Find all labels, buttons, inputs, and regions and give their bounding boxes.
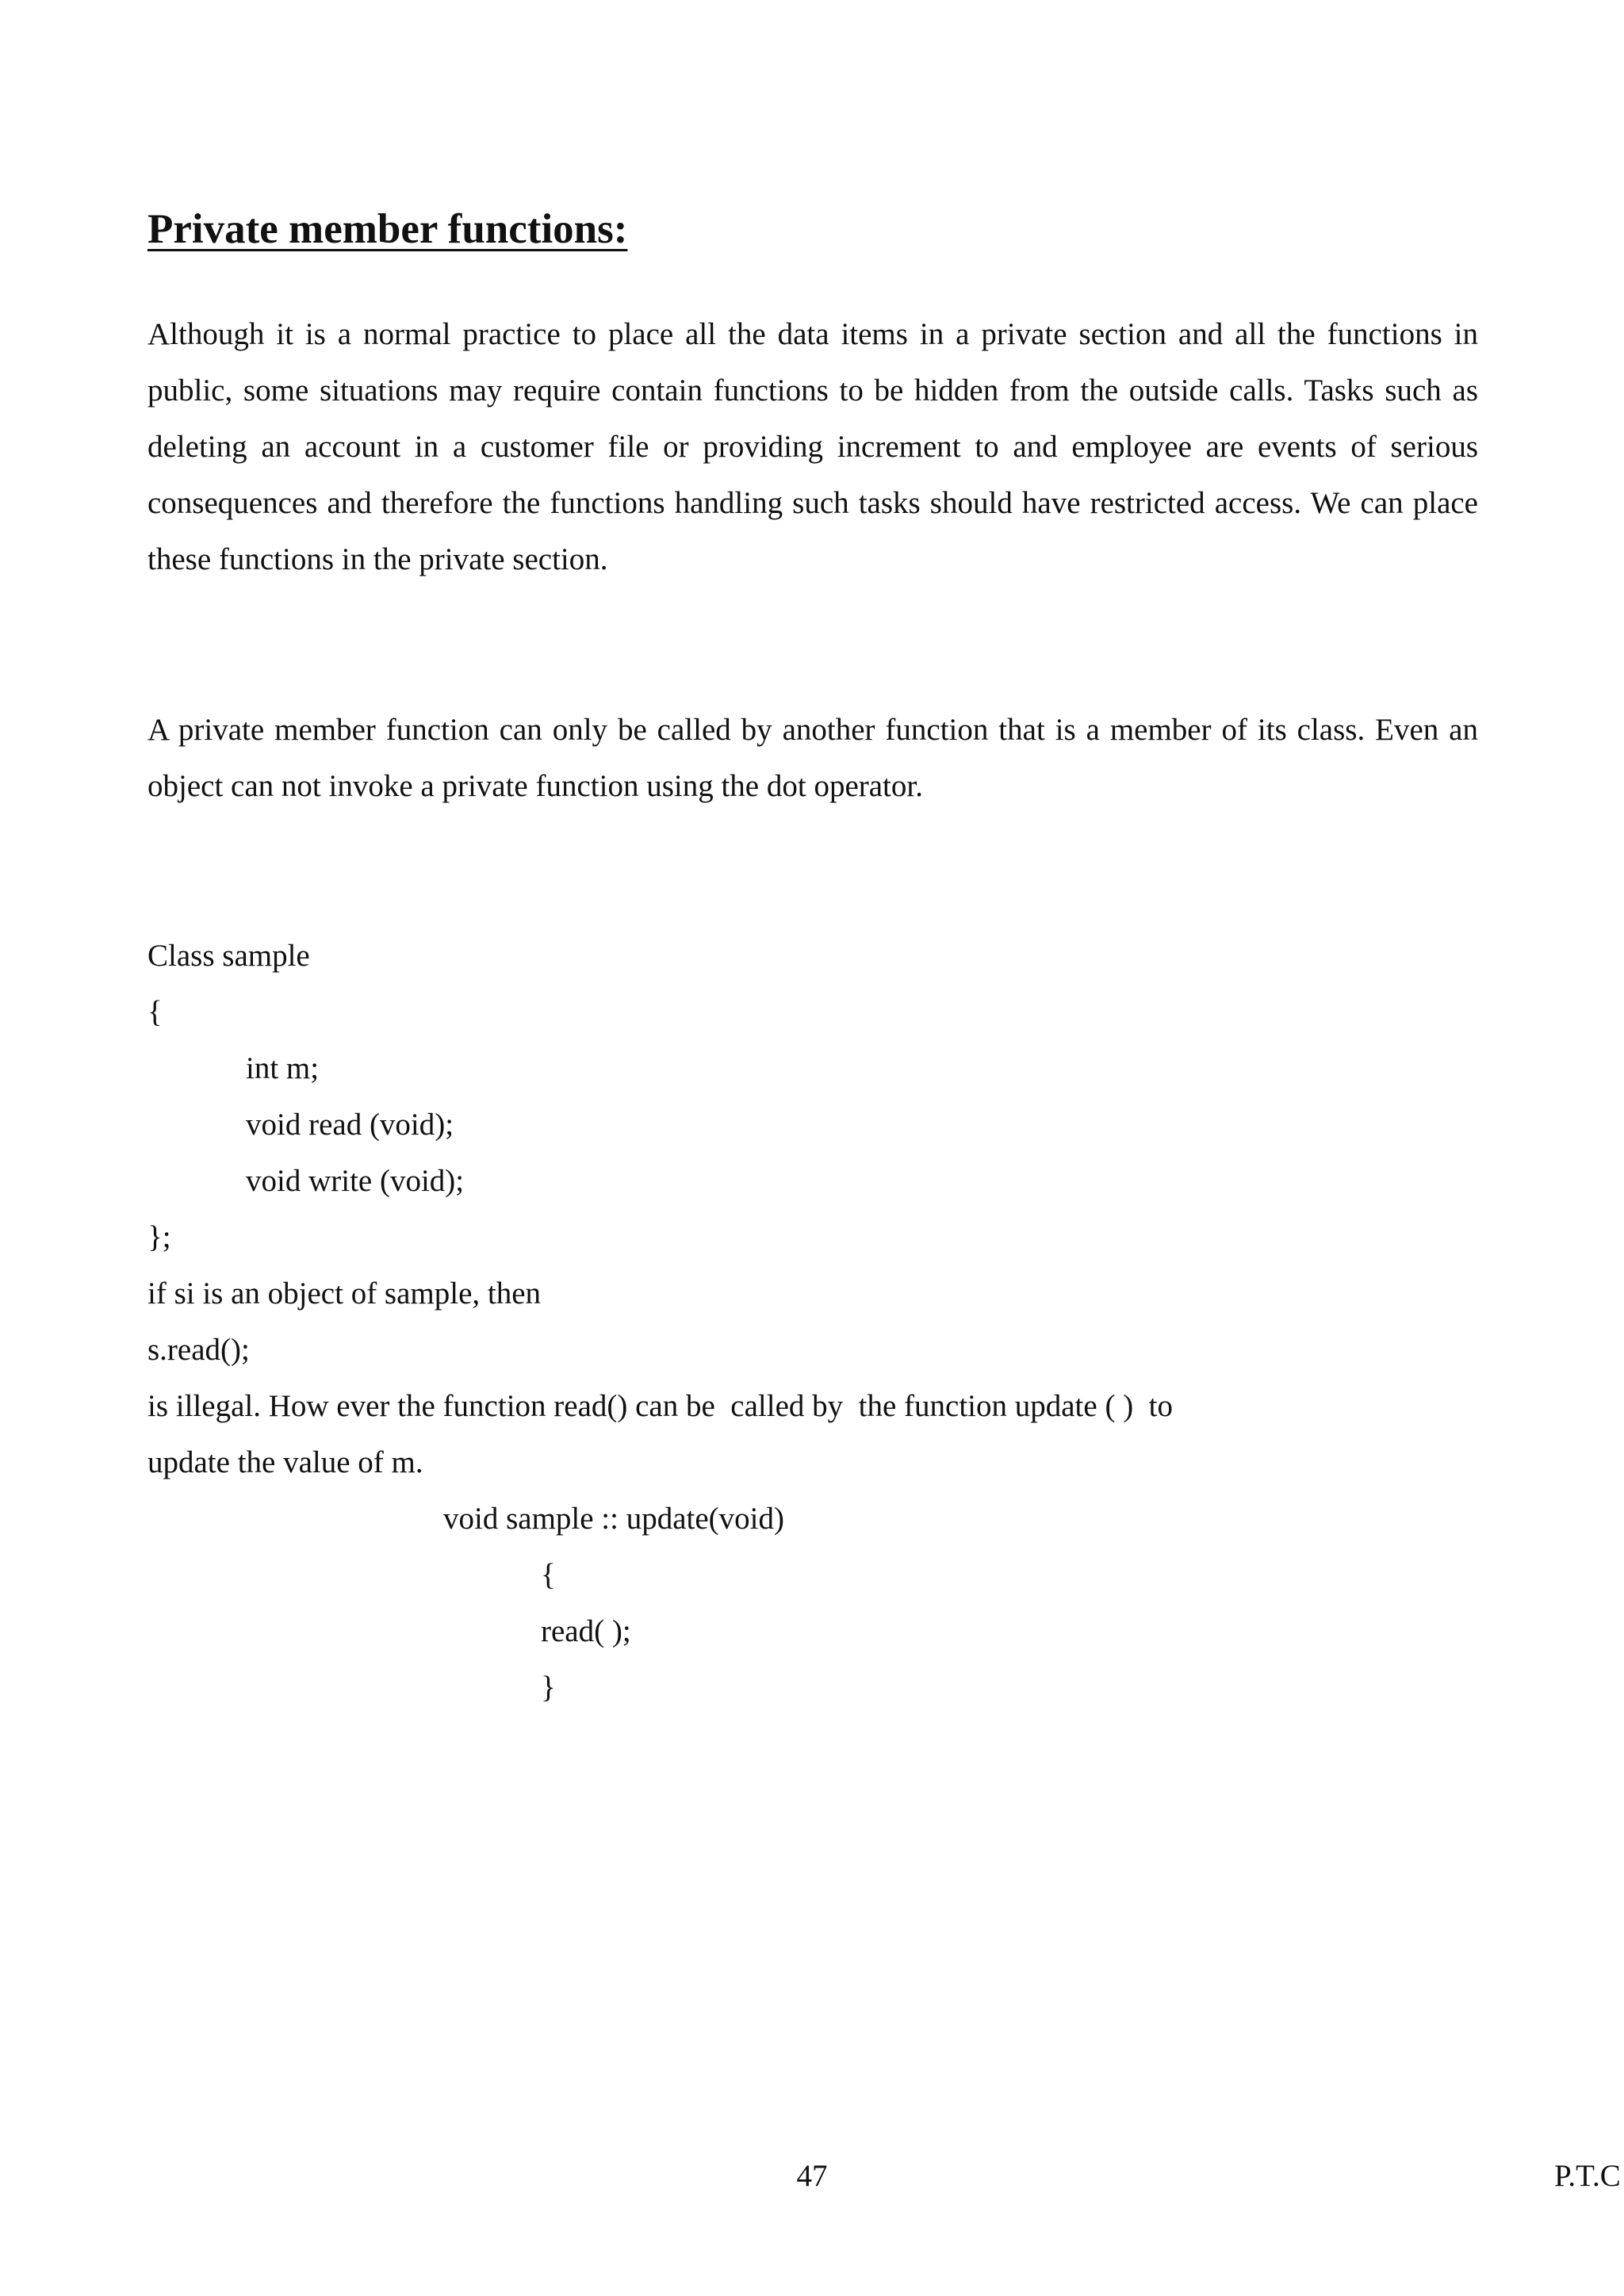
paragraph-intro: Although it is a normal practice to place all the data items in a private section and all the functions in public, some situations may require contain functions to be hidden from the outside calls. Tasks such as deleting an account in a customer file or providing increment to and employee are events of serious consequences and therefore the functions handling such tasks should have restricted access. We can place these functions in the private section. [147, 317, 1478, 576]
code-line-update-def: void sample :: update(void) [443, 1502, 784, 1536]
text-line-object-note: if si is an object of sample, then [147, 1276, 542, 1311]
please-turn-over-note: P.T.C [1554, 2159, 1621, 2193]
code-line-update-close-brace: } [541, 1670, 556, 1705]
code-line-class-decl: Class sample [147, 939, 310, 973]
code-line-update-open-brace: { [541, 1558, 556, 1592]
page-number: 47 [796, 2159, 828, 2193]
code-line-close-brace: }; [147, 1220, 171, 1254]
code-line-read-call: read( ); [541, 1614, 631, 1648]
paragraph-private-call: A private member function can only be called by another function that is a member of its class. Even an object can not invoke a private function using the dot operator. [147, 713, 1478, 803]
code-line-read-decl: void read (void); [246, 1108, 454, 1142]
text-line-illegal-note: is illegal. How ever the function read() can be called by the function update ( ) to [147, 1389, 1174, 1423]
section-heading: Private member functions: [147, 206, 628, 252]
code-line-int-m: int m; [246, 1051, 320, 1085]
code-line-open-brace: { [147, 995, 163, 1029]
code-line-s-read: s.read(); [147, 1333, 250, 1367]
code-line-write-decl: void write (void); [246, 1164, 465, 1198]
code-example [147, 928, 1496, 1716]
text-line-update-value: update the value of m. [147, 1445, 423, 1479]
